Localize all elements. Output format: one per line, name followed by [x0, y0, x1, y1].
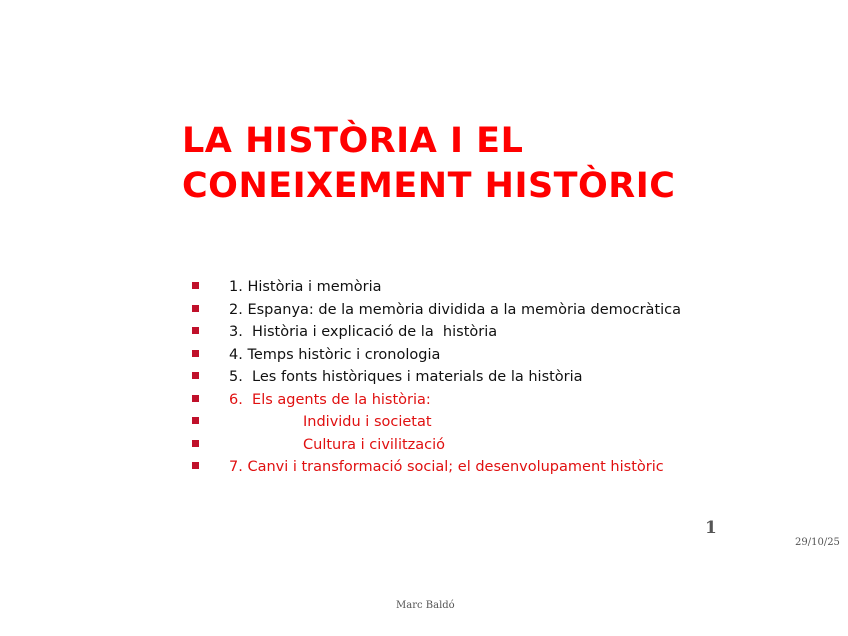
square-bullet-icon — [192, 282, 199, 289]
list-item — [0, 367, 848, 389]
page-number: 1 — [705, 518, 717, 538]
square-bullet-icon — [192, 327, 199, 334]
square-bullet-icon — [192, 350, 199, 357]
list-item — [0, 457, 848, 479]
list-item — [0, 322, 848, 344]
list-item-label: Individu i societat — [303, 414, 432, 430]
list-item — [0, 300, 848, 322]
square-bullet-icon — [192, 462, 199, 469]
square-bullet-icon — [192, 305, 199, 312]
list-item-label: Cultura i civilització — [303, 436, 446, 453]
square-bullet-icon — [192, 395, 199, 402]
list-item-label: 2. Espanya: de la memòria dividida a la memòria democràtica — [229, 301, 682, 318]
list-item — [0, 390, 848, 412]
square-bullet-icon — [192, 372, 199, 379]
square-bullet-icon — [192, 440, 199, 447]
slide-title-line-1: LA HISTÒRIA I EL — [182, 121, 524, 161]
list-item-label: 1. Història i memòria — [229, 279, 382, 295]
list-item — [0, 435, 848, 457]
square-bullet-icon — [192, 417, 199, 424]
date-label: 29/10/25 — [795, 537, 840, 548]
list-item — [0, 412, 848, 434]
list-item — [0, 345, 848, 367]
list-item-label: 3. Història i explicació de la història — [229, 324, 498, 340]
list-item-label: 6. Els agents de la història: — [229, 391, 431, 408]
list-item-label: 5. Les fonts històriques i materials de la història — [229, 369, 583, 385]
list-item-label: 7. Canvi i transformació social; el desenvolupament històric — [229, 459, 664, 475]
list-item — [0, 277, 848, 299]
slide-title — [182, 119, 675, 209]
author-label: Marc Baldó — [396, 600, 455, 611]
list-item-label: 4. Temps històric i cronologia — [229, 346, 441, 363]
slide-title-line-2: CONEIXEMENT HISTÒRIC — [182, 166, 676, 206]
